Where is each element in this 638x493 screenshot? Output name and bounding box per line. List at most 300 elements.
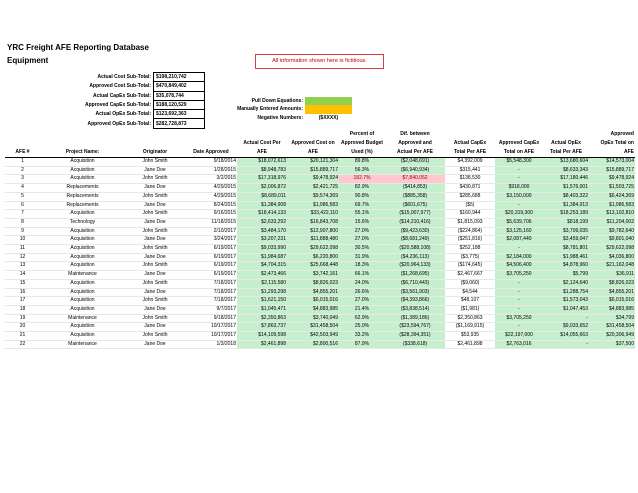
cell-pct: 89.8% <box>339 158 385 167</box>
cell-actual: $18,072,613 <box>237 158 287 167</box>
cell-afe: 18 <box>5 305 40 314</box>
cell-afe: 14 <box>5 271 40 280</box>
cell-apcx: $918,000 <box>495 184 543 193</box>
cell-acx: $2,467,667 <box>445 271 495 280</box>
cell-date: 7/18/2017 <box>185 297 237 306</box>
col-dif-head1: Dif. between <box>400 131 430 137</box>
cell-actual: $1,384,908 <box>237 201 287 210</box>
cell-apo: $4,036,800 <box>589 253 635 262</box>
cell-date: 11/18/2015 <box>185 218 237 227</box>
cell-project: Acquisition <box>40 245 125 254</box>
table-row <box>5 323 635 332</box>
cell-afe: 21 <box>5 332 40 341</box>
cell-aox: $17,180,446 <box>543 175 589 184</box>
cell-actual: $7,863,737 <box>237 323 287 332</box>
cell-afe: 19 <box>5 314 40 323</box>
cell-aox: $1,573,043 <box>543 297 589 306</box>
cell-project: Maintenance <box>40 314 125 323</box>
cell-apo: $31,458,504 <box>589 323 635 332</box>
cell-date: 6/19/2017 <box>185 262 237 271</box>
table-row <box>5 253 635 262</box>
cell-aox: $18,253,189 <box>543 210 589 219</box>
cell-afe: 20 <box>5 323 40 332</box>
color-legend <box>210 97 352 122</box>
cell-date: 3/2/2015 <box>185 175 237 184</box>
cell-afe: 5 <box>5 192 40 201</box>
cell-aox: $8,403,322 <box>543 192 589 201</box>
summary-table <box>60 72 205 129</box>
cell-originator: Jane Doe <box>125 184 185 193</box>
col-actual-head2: Actual Cost Per <box>243 140 281 146</box>
summary-label: Approved Cost Sub-Total: <box>89 83 151 90</box>
cell-originator: Jane Doe <box>125 271 185 280</box>
cell-originator: Jane Doe <box>125 253 185 262</box>
cell-apcx: - <box>495 279 543 288</box>
cell-afe: 6 <box>5 201 40 210</box>
cell-apo: $14,573,004 <box>589 158 635 167</box>
cell-pct: 26.6% <box>339 288 385 297</box>
col-afe-head: AFE # <box>5 148 40 158</box>
cell-afe: 3 <box>5 175 40 184</box>
cell-approved: $11,888,480 <box>287 236 339 245</box>
cell-afe: 7 <box>5 210 40 219</box>
cell-apo: $20,306,949 <box>589 332 635 341</box>
summary-label: Actual OpEx Sub-Total: <box>95 111 151 118</box>
col-dif-head2: Approved and <box>398 140 432 146</box>
table-row <box>5 166 635 175</box>
legend-manual-label: Manually Entered Amounts: <box>237 106 303 113</box>
col-acx-head2: Actual CapEx <box>453 140 487 146</box>
col-aox-head2: Actual OpEx <box>551 140 581 146</box>
cell-dif: ($23,594,767) <box>385 323 445 332</box>
cell-apcx: - <box>495 166 543 175</box>
cell-dif: ($20,964,133) <box>385 262 445 271</box>
cell-apcx: - <box>495 297 543 306</box>
summary-label: Actual Cost Sub-Total: <box>97 74 151 81</box>
summary-row <box>60 82 205 91</box>
cell-apcx: - <box>495 201 543 210</box>
table-row <box>5 158 635 167</box>
cell-date: 8/24/2015 <box>185 201 237 210</box>
col-acx-head3: Total Per AFE <box>445 148 495 158</box>
cell-dif: ($3,838,514) <box>385 305 445 314</box>
cell-approved: $42,503,949 <box>287 332 339 341</box>
cell-project: Acquisition <box>40 305 125 314</box>
col-project-head: Project Name: <box>40 148 125 158</box>
cell-aox: $8,781,801 <box>543 245 589 254</box>
cell-apcx: $3,705,250 <box>495 271 543 280</box>
cell-afe: 22 <box>5 340 40 349</box>
cell-dif: ($6,940,934) <box>385 166 445 175</box>
col-apo-head1: Approved <box>610 131 634 137</box>
summary-value: $123,692,363 <box>154 110 205 119</box>
legend-manual-swatch <box>305 105 352 113</box>
cell-apcx: - <box>495 288 543 297</box>
cell-date: 4/29/2015 <box>185 192 237 201</box>
summary-row <box>60 119 205 128</box>
cell-project: Replacements <box>40 184 125 193</box>
cell-apo: $4,883,985 <box>589 305 635 314</box>
cell-aox: $3,709,035 <box>543 227 589 236</box>
cell-originator: John Smith <box>125 210 185 219</box>
cell-aox: $9,033,652 <box>543 323 589 332</box>
cell-actual: $2,633,292 <box>237 218 287 227</box>
cell-apcx: $3,705,250 <box>495 314 543 323</box>
summary-value: $198,210,742 <box>154 73 205 82</box>
cell-actual: $3,484,170 <box>237 227 287 236</box>
cell-pct: 24.0% <box>339 279 385 288</box>
cell-project: Acquisition <box>40 262 125 271</box>
cell-project: Acquisition <box>40 297 125 306</box>
cell-approved: $3,740,049 <box>287 314 339 323</box>
cell-pct: 27.0% <box>339 236 385 245</box>
cell-dif: ($4,236,113) <box>385 253 445 262</box>
cell-dif: ($2,048,691) <box>385 158 445 167</box>
cell-apcx: $3,150,000 <box>495 192 543 201</box>
col-pct-head3: Used (%) <box>339 148 385 158</box>
cell-acx: $4,392,009 <box>445 158 495 167</box>
cell-approved: $9,478,924 <box>287 175 339 184</box>
cell-apcx: $2,087,440 <box>495 236 543 245</box>
table-row <box>5 305 635 314</box>
cell-acx: $48,107 <box>445 297 495 306</box>
cell-apo: $4,855,201 <box>589 288 635 297</box>
summary-row <box>60 91 205 100</box>
cell-apcx: - <box>495 245 543 254</box>
col-aox-head3: Total Per AFE <box>543 148 589 158</box>
col-actual-head3: AFE <box>237 148 287 158</box>
cell-pct: 21.4% <box>339 305 385 314</box>
cell-date: 4/29/2015 <box>185 184 237 193</box>
cell-approved: $4,883,985 <box>287 305 339 314</box>
summary-value: $282,728,873 <box>154 119 205 128</box>
cell-apo: $9,478,924 <box>589 175 635 184</box>
col-pct-head1: Percent of <box>349 131 375 137</box>
cell-pct: 33.2% <box>339 332 385 341</box>
cell-pct: 27.0% <box>339 227 385 236</box>
col-apo-head2: OpEx Total on <box>600 140 634 146</box>
cell-actual: $1,621,150 <box>237 297 287 306</box>
cell-approved: $2,421,725 <box>287 184 339 193</box>
cell-apo: $6,015,016 <box>589 297 635 306</box>
cell-acx: $252,188 <box>445 245 495 254</box>
cell-pct: 18.3% <box>339 262 385 271</box>
summary-value: $470,849,402 <box>154 82 205 91</box>
cell-afe: 4 <box>5 184 40 193</box>
cell-project: Acquisition <box>40 253 125 262</box>
cell-afe: 16 <box>5 288 40 297</box>
summary-value: $35,078,744 <box>154 91 205 100</box>
cell-project: Acquisition <box>40 158 125 167</box>
cell-pct: 87.9% <box>339 340 385 349</box>
cell-originator: Jane Doe <box>125 166 185 175</box>
col-date-head: Date Approved <box>185 148 237 158</box>
cell-approved: $16,843,708 <box>287 218 339 227</box>
cell-apcx: $2,184,000 <box>495 253 543 262</box>
cell-afe: 9 <box>5 227 40 236</box>
cell-apo: $29,622,098 <box>589 245 635 254</box>
cell-acx: $4,544 <box>445 288 495 297</box>
cell-apo: $1,986,583 <box>589 201 635 210</box>
table-row <box>5 314 635 323</box>
cell-approved: $25,668,448 <box>287 262 339 271</box>
cell-apo: $1,503,725 <box>589 184 635 193</box>
cell-aox: $3,459,047 <box>543 236 589 245</box>
cell-date: 2/10/2017 <box>185 227 237 236</box>
cell-originator: John Smith <box>125 332 185 341</box>
cell-dif: ($28,394,351) <box>385 332 445 341</box>
cell-dif: ($9,423,630) <box>385 227 445 236</box>
cell-originator: Jane Doe <box>125 323 185 332</box>
cell-project: Maintenance <box>40 340 125 349</box>
cell-project: Acquisition <box>40 210 125 219</box>
table-row <box>5 271 635 280</box>
cell-acx: ($1,981) <box>445 305 495 314</box>
cell-apo: $6,424,369 <box>589 192 635 201</box>
cell-project: Acquisition <box>40 175 125 184</box>
cell-actual: $17,318,976 <box>237 175 287 184</box>
cell-apcx: - <box>495 175 543 184</box>
cell-actual: $4,704,315 <box>237 262 287 271</box>
header-row-3 <box>5 148 635 158</box>
cell-afe: 11 <box>5 245 40 254</box>
cell-dif: ($14,210,416) <box>385 218 445 227</box>
cell-acx: ($224,864) <box>445 227 495 236</box>
report-subtitle: Equipment <box>7 56 49 65</box>
cell-actual: $2,473,466 <box>237 271 287 280</box>
cell-project: Acquisition <box>40 166 125 175</box>
cell-afe: 8 <box>5 218 40 227</box>
fictitious-notice: All information shown here is fictitious. <box>255 54 384 69</box>
cell-pct: 56.3% <box>339 166 385 175</box>
cell-actual: $1,984,687 <box>237 253 287 262</box>
cell-date: 10/17/2017 <box>185 323 237 332</box>
cell-afe: 13 <box>5 262 40 271</box>
cell-dif: ($601,675) <box>385 201 445 210</box>
cell-date: 6/19/2017 <box>185 253 237 262</box>
table-row <box>5 201 635 210</box>
cell-date: 1/3/2018 <box>185 340 237 349</box>
cell-approved: $9,574,369 <box>287 192 339 201</box>
cell-originator: John Smith <box>125 314 185 323</box>
cell-actual: $8,689,011 <box>237 192 287 201</box>
legend-pull-down-label: Pull Down Equations: <box>251 98 303 105</box>
cell-apo: $9,782,640 <box>589 227 635 236</box>
cell-dif: ($1,389,186) <box>385 314 445 323</box>
cell-pct: 90.8% <box>339 192 385 201</box>
summary-label: Approved OpEx Sub-Total: <box>87 120 151 127</box>
cell-acx: ($5) <box>445 201 495 210</box>
cell-originator: John Smith <box>125 227 185 236</box>
cell-originator: Jane Doe <box>125 305 185 314</box>
cell-approved: $6,015,016 <box>287 297 339 306</box>
cell-acx: $138,530 <box>445 175 495 184</box>
cell-acx: $53,935 <box>445 332 495 341</box>
cell-dif: ($15,007,977) <box>385 210 445 219</box>
cell-aox: $818,199 <box>543 218 589 227</box>
cell-pct: 62.9% <box>339 314 385 323</box>
cell-approved: $29,622,098 <box>287 245 339 254</box>
table-row <box>5 340 635 349</box>
cell-approved: $33,422,110 <box>287 210 339 219</box>
cell-apcx: $5,548,300 <box>495 158 543 167</box>
cell-originator: John Smith <box>125 245 185 254</box>
cell-pct: 15.6% <box>339 218 385 227</box>
cell-pct: 55.1% <box>339 210 385 219</box>
cell-apo: $9,801,040 <box>589 236 635 245</box>
table-row <box>5 192 635 201</box>
cell-date: 3/24/2017 <box>185 236 237 245</box>
cell-apcx: $5,639,706 <box>495 218 543 227</box>
cell-project: Maintenance <box>40 271 125 280</box>
cell-approved: $12,907,800 <box>287 227 339 236</box>
table-row <box>5 332 635 341</box>
cell-originator: John Smith <box>125 192 185 201</box>
table-row <box>5 262 635 271</box>
cell-apo: $34,799 <box>589 314 635 323</box>
cell-pct: 25.0% <box>339 323 385 332</box>
cell-approved: $20,121,304 <box>287 158 339 167</box>
cell-dif: ($6,710,443) <box>385 279 445 288</box>
cell-acx: $2,461,898 <box>445 340 495 349</box>
legend-pull-down-swatch <box>305 97 352 105</box>
table-row <box>5 236 635 245</box>
cell-dif: ($1,268,695) <box>385 271 445 280</box>
cell-date: 6/19/2017 <box>185 271 237 280</box>
table-row <box>5 279 635 288</box>
cell-approved: $2,800,516 <box>287 340 339 349</box>
cell-acx: $160,944 <box>445 210 495 219</box>
summary-row <box>60 100 205 109</box>
cell-project: Replacements <box>40 192 125 201</box>
cell-project: Acquisition <box>40 323 125 332</box>
cell-originator: Jane Doe <box>125 288 185 297</box>
cell-apcx: $20,319,300 <box>495 210 543 219</box>
cell-approved: $6,220,800 <box>287 253 339 262</box>
cell-afe: 15 <box>5 279 40 288</box>
cell-apcx: $3,125,160 <box>495 227 543 236</box>
cell-acx: $315,441 <box>445 166 495 175</box>
cell-project: Acquisition <box>40 227 125 236</box>
cell-pct: 27.0% <box>339 297 385 306</box>
cell-aox: $2,124,640 <box>543 279 589 288</box>
cell-actual: $1,045,471 <box>237 305 287 314</box>
legend-negative-label: Negative Numbers: <box>257 114 303 121</box>
cell-actual: $14,109,598 <box>237 332 287 341</box>
cell-actual: $2,461,898 <box>237 340 287 349</box>
cell-originator: John Smith <box>125 175 185 184</box>
cell-originator: Jane Doe <box>125 218 185 227</box>
cell-acx: ($3,775) <box>445 253 495 262</box>
col-apo-head3: AFE <box>589 148 635 158</box>
cell-date: 7/18/2017 <box>185 288 237 297</box>
cell-apo: $37,500 <box>589 340 635 349</box>
header-row-2 <box>5 139 635 148</box>
table-row <box>5 218 635 227</box>
cell-acx: $285,688 <box>445 192 495 201</box>
summary-value: $188,120,529 <box>154 100 205 109</box>
cell-afe: 12 <box>5 253 40 262</box>
cell-acx: $430,871 <box>445 184 495 193</box>
cell-originator: John Smith <box>125 297 185 306</box>
cell-apo: $36,911 <box>589 271 635 280</box>
report-title: YRC Freight AFE Reporting Database <box>7 43 149 52</box>
cell-pct: 69.7% <box>339 201 385 210</box>
cell-aox: $1,288,754 <box>543 288 589 297</box>
col-pct-head2: Approved Budget <box>341 140 383 146</box>
afe-table <box>5 130 635 349</box>
cell-actual: $8,948,783 <box>237 166 287 175</box>
cell-apcx: $2,763,016 <box>495 340 543 349</box>
cell-apcx: - <box>495 323 543 332</box>
table-row <box>5 297 635 306</box>
cell-project: Acquisition <box>40 332 125 341</box>
legend-negative-example: ($XXXX) <box>318 114 339 121</box>
cell-actual: $3,207,231 <box>237 236 287 245</box>
cell-originator: Jane Doe <box>125 236 185 245</box>
summary-row <box>60 110 205 119</box>
col-apcx-head2: Approved CapEx <box>498 140 540 146</box>
cell-project: Acquisition <box>40 279 125 288</box>
cell-project: Replacements <box>40 201 125 210</box>
cell-pct: 30.5% <box>339 245 385 254</box>
cell-date: 9/16/2015 <box>185 210 237 219</box>
cell-apcx: $4,506,400 <box>495 262 543 271</box>
cell-approved: $15,889,717 <box>287 166 339 175</box>
cell-aox: $14,055,663 <box>543 332 589 341</box>
cell-afe: 10 <box>5 236 40 245</box>
cell-apo: $21,162,048 <box>589 262 635 271</box>
cell-dif: ($414,853) <box>385 184 445 193</box>
cell-project: Acquisition <box>40 236 125 245</box>
cell-aox: $1,576,001 <box>543 184 589 193</box>
cell-aox: $1,047,453 <box>543 305 589 314</box>
col-originator-head: Originator <box>125 148 185 158</box>
col-dif-head3: Actual Per AFE <box>385 148 445 158</box>
cell-date: 7/18/2017 <box>185 279 237 288</box>
cell-acx: ($1,169,915) <box>445 323 495 332</box>
summary-row <box>60 73 205 82</box>
cell-acx: ($251,816) <box>445 236 495 245</box>
cell-aox: - <box>543 340 589 349</box>
cell-aox: $4,878,960 <box>543 262 589 271</box>
col-approved-head3: AFE <box>287 148 339 158</box>
cell-date: 9/18/2014 <box>185 158 237 167</box>
cell-actual: $2,115,580 <box>237 279 287 288</box>
cell-dif: ($338,618) <box>385 340 445 349</box>
cell-date: 10/17/2017 <box>185 332 237 341</box>
cell-pct: 66.1% <box>339 271 385 280</box>
cell-project: Acquisition <box>40 288 125 297</box>
cell-approved: $31,458,504 <box>287 323 339 332</box>
cell-apcx: $22,197,000 <box>495 332 543 341</box>
cell-actual: $1,293,298 <box>237 288 287 297</box>
cell-dif: ($885,358) <box>385 192 445 201</box>
cell-originator: John Smith <box>125 262 185 271</box>
cell-dif: ($20,588,108) <box>385 245 445 254</box>
summary-label: Actual CapEx Sub-Total: <box>93 92 151 99</box>
cell-actual: $2,006,872 <box>237 184 287 193</box>
cell-pct: 182.7% <box>339 175 385 184</box>
cell-originator: Jane Doe <box>125 340 185 349</box>
table-row <box>5 245 635 254</box>
cell-originator: Jane Doe <box>125 201 185 210</box>
cell-dif: ($3,561,903) <box>385 288 445 297</box>
cell-date: 9/18/2017 <box>185 314 237 323</box>
cell-afe: 1 <box>5 158 40 167</box>
cell-actual: $2,350,863 <box>237 314 287 323</box>
header-row-1 <box>5 130 635 139</box>
